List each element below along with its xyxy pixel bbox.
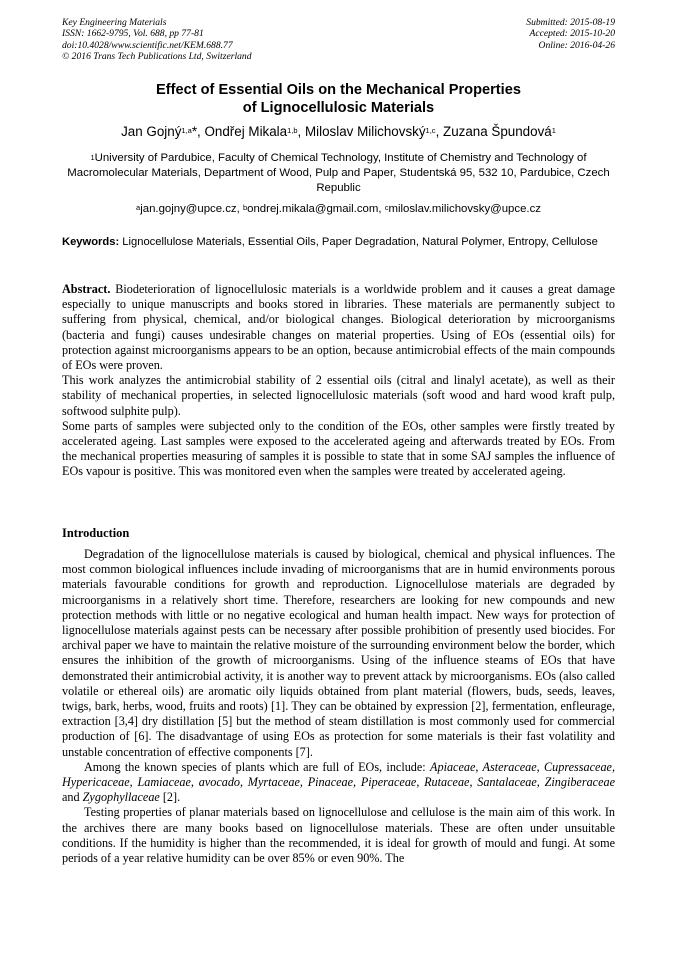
journal-name: Key Engineering Materials — [62, 17, 167, 28]
abstract-paragraph: Some parts of samples were subjected only to the condition of the EOs, other samples were firstly treated by accelerated ageing. Last samples were exposed to the accelerated ageing and afterwards treated by EOs. From the mechanical properties measuring of samples it is possible to state that in some SAJ samples the influence of EOs vapour is positive. This was monitored even when the samples were treated by accelerated ageing. — [62, 418, 615, 479]
author: Ondřej Mikala$^{1,b}$, — [204, 124, 305, 139]
title-line-1: Effect of Essential Oils on the Mechanical Properties — [156, 82, 521, 98]
author: Zuzana Špundová$^1$ — [443, 124, 556, 139]
abstract-paragraph: This work analyzes the antimicrobial stability of 2 essential oils (citral and linalyl acetate), as well as their stability of mechanical properties, in selected lignocellulosic materials (soft wood and hard wood kraft pulp, softwood sulphite pulp). — [62, 373, 615, 418]
title-line-2: of Lignocellulosic Materials — [242, 100, 435, 116]
keywords-label: Keywords: — [62, 236, 120, 248]
author: Jan Gojný$^{1,a}$*, — [121, 124, 205, 139]
abstract-paragraph: Abstract. Biodeterioration of lignocellulosic materials is a worldwide problem and it causes a great damage especially to unique manuscripts and books stored in libraries. These materials are permanently subject to suffering from physical, chemical, and/or biological changes. Biological deterioration by microorganisms (bacteria and fungi) causes undesirable changes on material properties. Using of EOs (essential oils) for protection against microorganisms appears to be an option, because antimicrobial effects of the main compounds of EOs were proven. — [62, 282, 615, 373]
journal-issn: ISSN: 1662-9795, Vol. 688, pp 77-81 — [62, 28, 204, 40]
author-list — [62, 124, 615, 140]
email: $^c$miloslav.milichovsky@upce.cz — [384, 203, 541, 215]
section-heading-introduction: Introduction — [62, 526, 130, 540]
email: $^b$ondrej.mikala@gmail.com, — [242, 203, 385, 215]
dates-header — [526, 17, 615, 51]
date-online: Online: 2016-04-26 — [538, 39, 615, 51]
intro-paragraph: Testing properties of planar materials based on lignocellulose and cellulose is the main aim of this work. In the archives there are many books based on lignocellulose materials. These are often under unsuitable conditions. If the humidity is higher than the recommended, it is ideal for growth of mould and fungi. At some periods of a year relative humidity can be over 85% or even 90%. The — [62, 805, 615, 866]
introduction-body — [62, 547, 615, 866]
author: Miloslav Milichovský$^{1,c}$, — [305, 124, 444, 139]
intro-paragraph: Degradation of the lignocellulose materials is caused by biological, chemical and physical influences. The most common biological influences include invading of microorganisms that are in humid environments porous materials favourable conditions for growth and reproduction. Lignocellulose materials are degraded by microorganisms in a relatively short time. Therefore, researchers are looking for new compounds and new protection methods with little or no negative ecological and human health impact. New ways for protection of lignocellulose materials against pests can be necessary after possible prohibition of presently used biocides. For archival paper we have to maintain the relative moisture of the surrounding environment below the border, which ensures the inhibition of the growth of microorganisms. Using of the influence steams of EOs that have demonstrated their antimicrobial activity, it is another way to prevent attack by microorganisms. EOs (also called volatile or ethereal oils) are aromatic oily liquids obtained from plant material (flowers, buds, seeds, leaves, twigs, bark, herbs, wood, fruits and roots) [1]. They can be obtained by expression [2], fermentation, enfleurage, extraction [3,4] dry distillation [5] but the method of steam distillation is most commonly used for commercial production of [6]. The disadvantage of using EOs as protection for some materials is their fast volatility and unstable concentration of effective components [7]. — [62, 547, 615, 759]
affiliation: $^1$University of Pardubice, Faculty of Chemical Technology, Institute of Chemistry and Technology of Macromolecular Materials, Department of Wood, Pulp and Paper, Studentská 95, 532 10, Pardubice, Czech Republic — [67, 152, 610, 194]
journal-header — [62, 17, 252, 63]
paper-title — [62, 81, 615, 117]
date-accepted: Accepted: 2015-10-20 — [529, 28, 615, 40]
keywords-text: Lignocellulose Materials, Essential Oils, Paper Degradation, Natural Polymer, Entropy, Cellulose — [119, 236, 598, 248]
email-list — [62, 202, 615, 216]
journal-copyright: © 2016 Trans Tech Publications Ltd, Switzerland — [62, 51, 252, 63]
keywords — [62, 235, 615, 249]
abstract-label: Abstract. — [62, 282, 111, 296]
intro-paragraph: Among the known species of plants which are full of EOs, include: Apiaceae, Asteraceae, Cupressaceae, Hypericaceae, Lamiaceae, avocado, Myrtaceae, Pinaceae, Piperaceae, Rutaceae, Santalaceae, Zingiberaceae and Zygophyllaceae [2]. — [62, 759, 616, 805]
abstract — [62, 282, 615, 480]
journal-doi: doi:10.4028/www.scientific.net/KEM.688.77 — [62, 39, 233, 51]
date-submitted: Submitted: 2015-08-19 — [526, 17, 615, 28]
email: $^a$jan.gojny@upce.cz, — [136, 203, 243, 215]
